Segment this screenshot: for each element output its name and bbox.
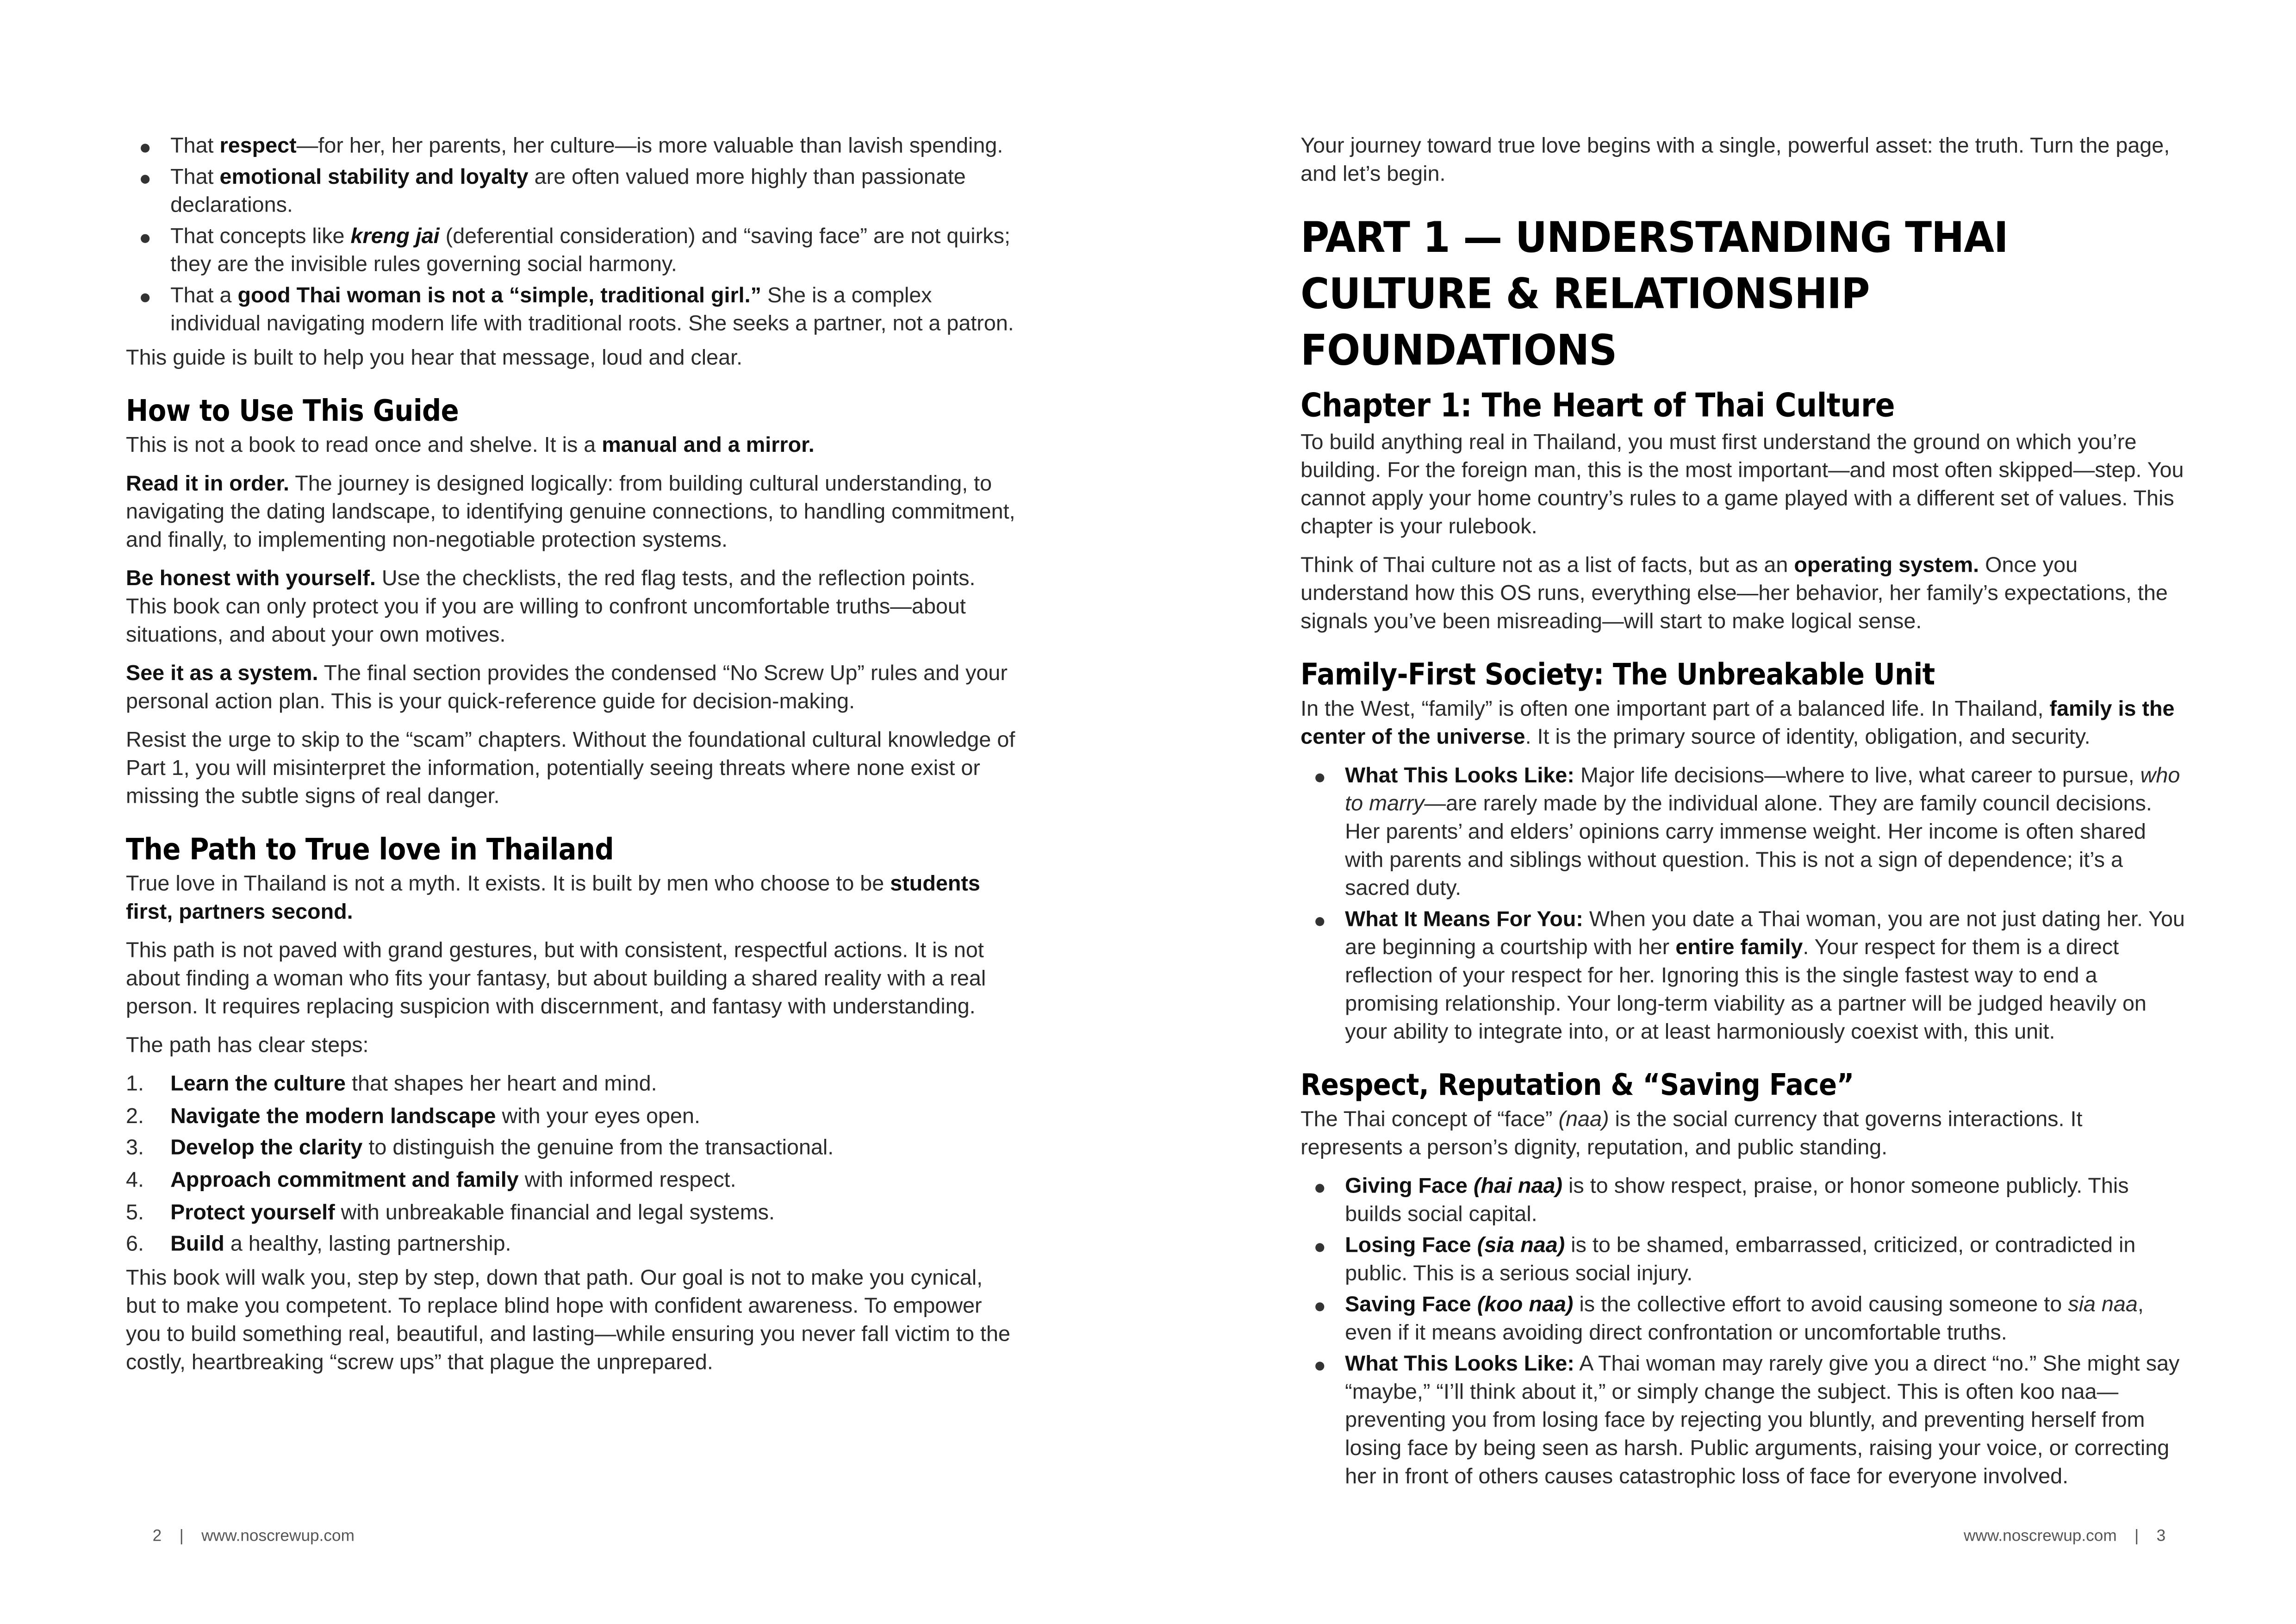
step-number: 6. [126,1233,144,1257]
text-run: Protect yourself [170,1201,335,1225]
paragraph [1300,696,2186,753]
text-run: That a [170,284,238,308]
text-run: The final section provides the condensed “No Screw Up” rules and your personal action plan. This is your quick-reference guide for decision-making. [126,662,1008,714]
text-run: Saving Face [1345,1293,1477,1318]
paragraph [1300,1107,2186,1163]
section-heading-face: Respect, Reputation & “Saving Face” [1300,1067,1854,1103]
step-number: 1. [126,1073,144,1097]
page-number: 3 [2156,1527,2166,1546]
values-list [126,133,1018,339]
text-run: Be honest with yourself. [126,567,376,592]
step-item [126,1200,1018,1228]
step-number: 5. [126,1201,144,1225]
text-run: —for her, her parents, her culture—is more valuable than lavish spending. [296,135,1003,159]
text-run: The path has clear steps: [126,1034,369,1058]
list-item [170,164,1018,221]
text-run: to distinguish the genuine from the transactional. [362,1137,834,1161]
text-run: (naa) [1558,1108,1609,1132]
step-item [126,1136,1018,1164]
paragraph [126,871,1018,928]
paragraph [126,661,1018,717]
text-run: Use the checklists, the red flag tests, and the reflection points. This book can only protect you if you are willing to confront uncomfortable truths—about situations, and about your own motives. [126,567,976,648]
text-run: . Your respect for them is a direct reflection of your respect for her. Ignoring this is the single fastest way to end a promising relationship. Your long-term viability as a partner will be judged heavily on your ability to integrate into, or at least harmoniously coexist with, this unit. [1345,936,2147,1045]
paragraph [126,566,1018,650]
text-run: students first, partners second. [126,873,980,925]
paragraph [126,345,1018,374]
step-item [126,1232,1018,1260]
steps-list [126,1071,1018,1260]
text-run: (sia naa) [1477,1234,1565,1258]
text-run: manual and a mirror. [602,434,815,458]
text-run: A Thai woman may rarely give you a direct “no.” She might say “maybe,” “I’ll think about it,” or simply change the subject. This is often koo naa—preventing you from losing face by rejecting you bluntly, and preventing herself from losing face by being seen as harsh. Public arguments, raising your voice, or correcting her in front of others causes catastrophic loss of face for everyone involved. [1345,1353,2180,1489]
text-run: Major life decisions—where to live, what career to pursue, [1574,764,2140,788]
chapter-title: Chapter 1: The Heart of Thai Culture [1300,388,1895,425]
page-number: 2 [152,1527,162,1546]
text-run: This is not a book to read once and shelve. It is a [126,434,602,458]
text-run: What This Looks Like: [1345,1353,1574,1377]
step-item [126,1168,1018,1196]
text-run: In the West, “family” is often one important part of a balanced life. In Thailand, [1300,698,2050,722]
separator: | [2134,1527,2139,1546]
text-run: That concepts like [170,225,351,249]
list-item [170,224,1018,280]
step-number: 3. [126,1137,144,1161]
text-run: What This Looks Like: [1345,764,1574,788]
text-run: Navigate the modern landscape [170,1105,496,1129]
text-run: sia naa [2068,1293,2138,1318]
text-run: This guide is built to help you hear that message, loud and clear. [126,346,743,371]
text-run: with your eyes open. [496,1105,700,1129]
footer-left [153,1523,355,1551]
text-run: . It is the primary source of identity, obligation, and security. [1525,726,2091,750]
paragraph [1300,430,2186,542]
text-run: that shapes her heart and mind. [346,1073,657,1097]
text-run: Develop the clarity [170,1137,363,1161]
text-run: She is a complex individual navigating modern life with traditional roots. She seeks a partner, not a patron. [170,284,1014,337]
text-run: with unbreakable financial and legal systems. [335,1201,775,1225]
text-run: is the collective effort to avoid causing someone to [1573,1293,2068,1318]
text-run: This book will walk you, step by step, down that path. Our goal is not to make you cynical, but to make you competent. To replace blind hope with confident awareness. To empower you to build something real, beautiful, and lasting—while ensuring you never fall victim to the costly, heartbreaking “screw ups” that plague the unprepared. [126,1267,1011,1376]
text-run: Once you understand how this OS runs, everything else—her behavior, her family’s expectations, the signals you’ve been misreading—will start to make logical sense. [1300,554,2168,634]
family-list [1300,763,2186,1048]
text-run: Your journey toward true love begins with a single, powerful asset: the truth. Turn the page, and let’s begin. [1300,135,2170,187]
footer-url[interactable]: www.noscrewup.com [201,1527,355,1546]
text-run: Losing Face [1345,1234,1477,1258]
text-run: emotional stability and loyalty [219,166,529,190]
text-run: are often valued more highly than passionate declarations. [170,166,966,218]
step-number: 4. [126,1169,144,1193]
text-run: Build [170,1233,224,1257]
paragraph [126,1266,1018,1379]
text-run: Resist the urge to skip to the “scam” chapters. Without the foundational cultural knowledge of Part 1, you will misinterpret the information, potentially seeing threats where none exist or missing the subtle signs of real danger. [126,729,1015,809]
text-run: True love in Thailand is not a myth. It exists. It is built by men who choose to be [126,873,890,897]
list-item [1345,907,2186,1048]
left-page [126,133,1018,1389]
step-item [126,1103,1018,1131]
text-run: That [170,166,220,190]
text-run: To build anything real in Thailand, you must first understand the ground on which you’re building. For the foreign man, this is the most important—and most often skipped—step. You cannot apply your home country’s rules to a game played with a different set of values. This chapter is your rulebook. [1300,431,2184,540]
text-run: Approach commitment and family [170,1169,519,1193]
part-title: PART 1 — UNDERSTANDING THAI CULTURE & RELATIONSHIP FOUNDATIONS [1300,213,2008,375]
text-run: operating system. [1794,554,1979,578]
text-run: What It Means For You: [1345,908,1583,932]
paragraph [126,727,1018,812]
paragraph [1300,553,2186,637]
text-run: (koo naa) [1477,1293,1574,1318]
text-run: The journey is designed logically: from building cultural understanding, to navigating the dating landscape, to identifying genuine connections, to handling commitment, and finally, to implementing non-negotiable protection systems. [126,472,1015,553]
step-number: 2. [126,1105,144,1129]
text-run: entire family [1675,936,1803,960]
list-item [170,283,1018,339]
footer-url[interactable]: www.noscrewup.com [1963,1527,2117,1546]
section-heading-path: The Path to True love in Thailand [126,831,614,867]
list-item [170,133,1018,162]
text-run: , even if it means avoiding direct confrontation or uncomfortable truths. [1345,1293,2144,1346]
right-page [1300,133,2186,1498]
section-heading-family: Family-First Society: The Unbreakable Unit [1300,656,1935,692]
step-item [126,1071,1018,1099]
list-item [1345,1174,2186,1230]
list-item [1345,1351,2186,1492]
text-run: —are rarely made by the individual alone. They are family council decisions. Her parents’ and elders’ opinions carry immense weight. Her income is often shared with parents and siblings without question. This is not a sign of dependence; it’s a sacred duty. [1345,793,2152,901]
text-run: with informed respect. [518,1169,736,1193]
footer-right [1964,1523,2165,1551]
text-run: is to be shamed, embarrassed, criticized, or contradicted in public. This is a serious social injury. [1345,1234,2136,1287]
list-item [1345,1292,2186,1349]
text-run: (hai naa) [1473,1175,1562,1199]
text-run: Learn the culture [170,1073,346,1097]
paragraph [1300,133,2186,190]
text-run: This path is not paved with grand gestures, but with consistent, respectful actions. It is not about finding a woman who fits your fantasy, but about building a shared reality with a real person. It requires replacing suspicion with discernment, and fantasy with understanding. [126,939,986,1020]
text-run: Giving Face [1345,1175,1474,1199]
text-run: See it as a system. [126,662,318,686]
text-run: The Thai concept of “face” [1300,1108,1559,1132]
text-run: Think of Thai culture not as a list of facts, but as an [1300,554,1794,578]
list-item [1345,763,2186,904]
paragraph [126,433,1018,461]
text-run: Read it in order. [126,472,290,497]
paragraph [126,938,1018,1022]
text-run: respect [219,135,297,159]
text-run: good Thai woman is not a “simple, traditional girl.” [237,284,762,308]
separator: | [179,1527,184,1546]
text-run: (deferential consideration) and “saving face” are not quirks; they are the invisible rules governing social harmony. [170,225,1010,277]
text-run: is the social currency that governs interactions. It represents a person’s dignity, reputation, and public standing. [1300,1108,2083,1161]
text-run: When you date a Thai woman, you are not just dating her. You are beginning a courtship with her [1345,908,2185,960]
text-run: is to show respect, praise, or honor someone publicly. This builds social capital. [1345,1175,2129,1227]
text-run: a healthy, lasting partnership. [224,1233,511,1257]
section-heading-how-to-use: How to Use This Guide [126,393,459,428]
text-run: who to marry [1345,764,2180,817]
paragraph [126,1033,1018,1061]
paragraph [126,471,1018,556]
text-run: That [170,135,220,159]
text-run: kreng jai [350,225,440,249]
list-item [1345,1233,2186,1289]
face-list [1300,1174,2186,1492]
text-run: family is the center of the universe [1300,698,2175,750]
